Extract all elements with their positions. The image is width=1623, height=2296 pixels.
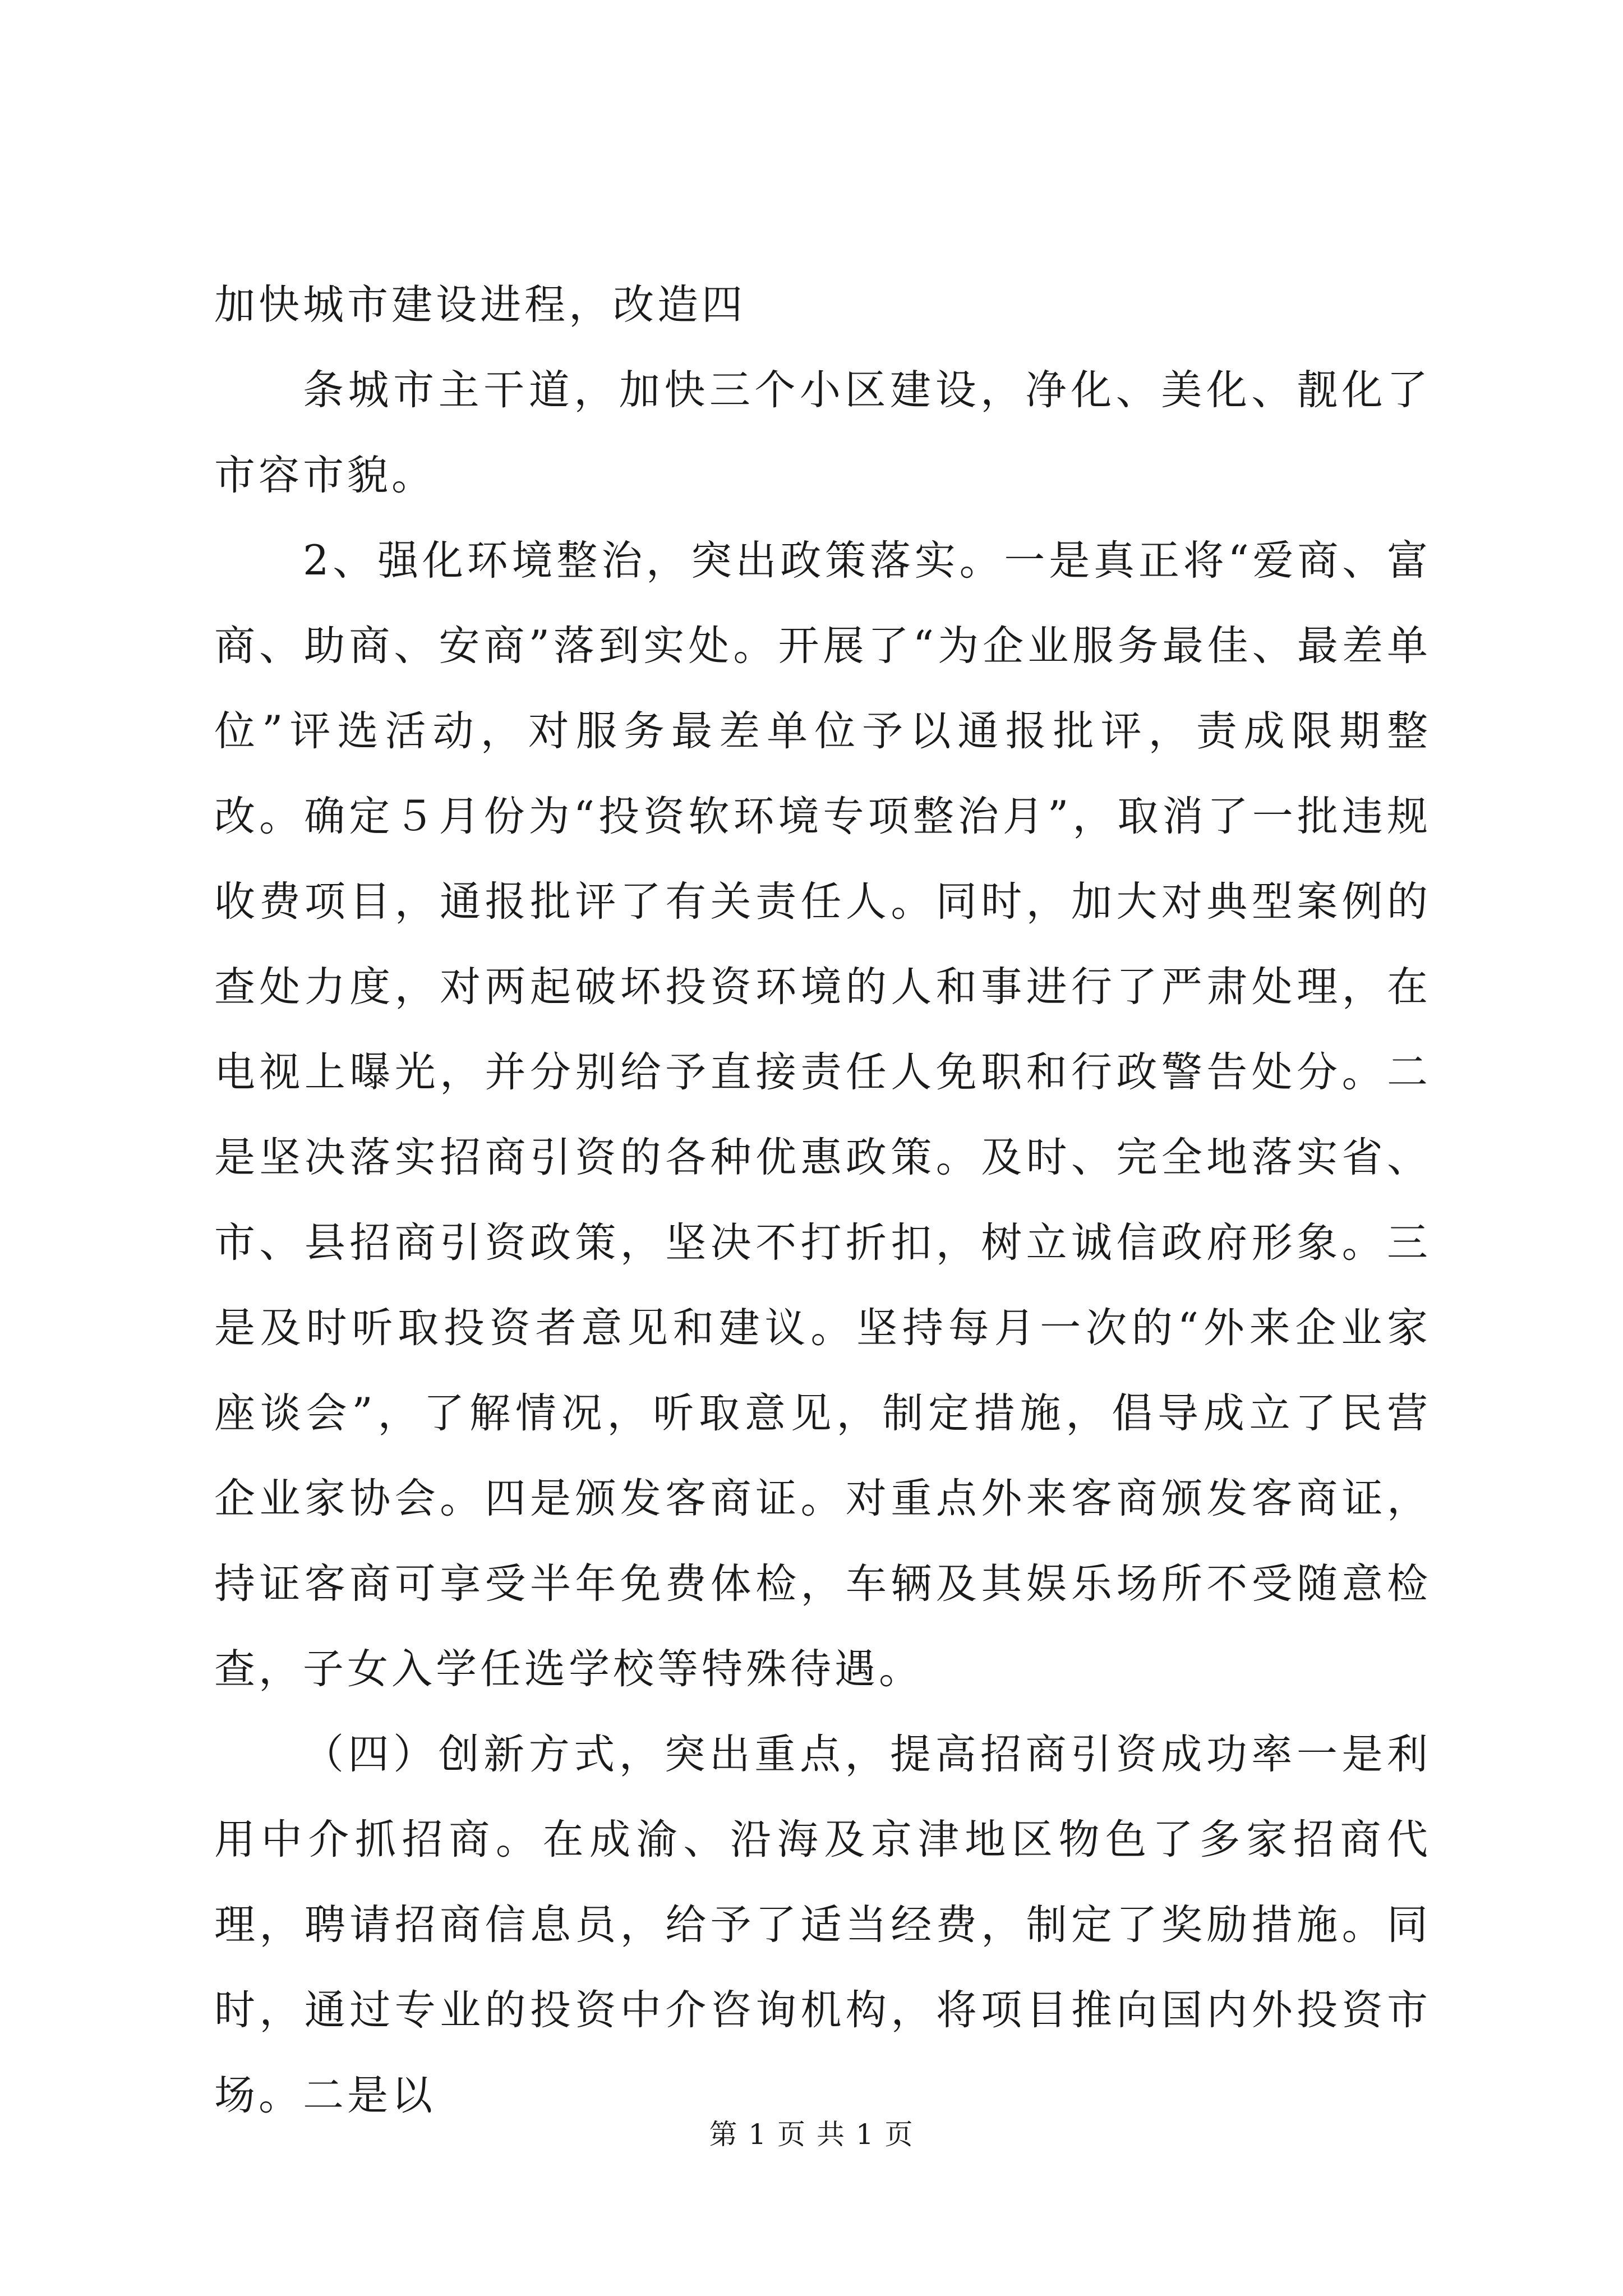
paragraph-investment-innovation: （四）创新方式，突出重点，提高招商引资成功率一是利用中介抓招商。在成渝、沿海及京津地区物色了多家招商代理，聘请招商信息员，给予了适当经费，制定了奖励措施。同时，通过专业的投资中介咨询机构，将项目推向国内外投资市场。二是以 [214, 1731, 1431, 2119]
paragraph-city-construction: 条城市主干道，加快三个小区建设，净化、美化、靓化了市容市貌。 [214, 366, 1431, 499]
page-footer: 第 1 页 共 1 页 [709, 2118, 914, 2151]
paragraph-environment-rectification: 2、强化环境整治，突出政策落实。一是真正将“爱商、富商、助商、安商”落到实处。开展了“为企业服务最佳、最差单位”评选活动，对服务最差单位予以通报批评，责成限期整改。确定５月份为“投资软环境专项整治月”，取消了一批违规收费项目，通报批评了有关责任人。同时，加大对典型案例的查处力度，对两起破坏投资环境的人和事进行了严肃处理，在电视上曝光，并分别给予直接责任人免职和行政警告处分。二是坚决落实招商引资的各种优惠政策。及时、完全地落实省、市、县招商引资政策，坚决不打折扣，树立诚信政府形象。三是及时听取投资者意见和建议。坚持每月一次的“外来企业家座谈会”，了解情况，听取意见，制定措施，倡导成立了民营企业家协会。四是颁发客商证。对重点外来客商颁发客商证，持证客商可享受半年免费体检，车辆及其娱乐场所不受随意检查，子女入学任选学校等特殊待遇。 [214, 537, 1431, 1693]
paragraph-heading-fragment: 加快城市建设进程，改造四 [214, 281, 746, 329]
document-body [214, 263, 1431, 2138]
